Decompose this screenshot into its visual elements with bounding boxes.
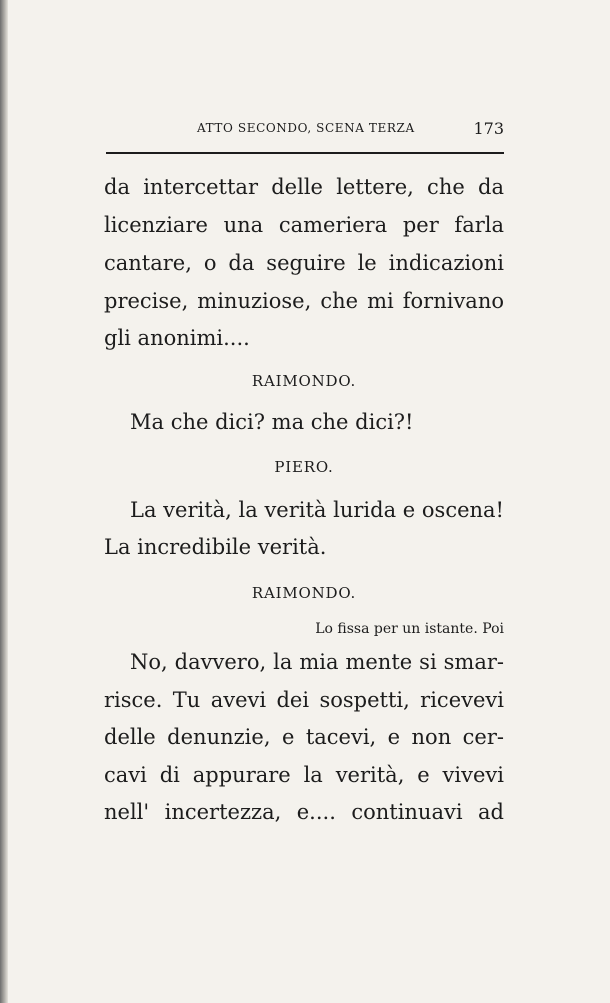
text-line: cavi di appurare la verità, e vivevi bbox=[104, 763, 504, 787]
text-line: licenziare una cameriera per farla bbox=[104, 213, 504, 237]
text-line: precise, minuziose, che mi fornivano bbox=[104, 289, 504, 313]
book-page bbox=[104, 0, 504, 1003]
speaker-name: RAIMONDO. bbox=[251, 584, 357, 602]
text-line: gli anonimi.... bbox=[104, 326, 250, 350]
dialogue-line: La verità, la verità lurida e oscena! bbox=[130, 498, 504, 522]
text-line: da intercettar delle lettere, che da bbox=[104, 175, 504, 199]
speaker-name: PIERO. bbox=[274, 458, 334, 476]
stage-direction: Lo fissa per un istante. Poi bbox=[315, 621, 504, 637]
dialogue-line: Ma che dici? ma che dici?! bbox=[130, 410, 414, 434]
speaker-name: RAIMONDO. bbox=[251, 372, 357, 390]
running-head bbox=[104, 121, 504, 143]
dialogue-line: La incredibile verità. bbox=[104, 535, 327, 559]
running-head-title: ATTO SECONDO, SCENA TERZA bbox=[197, 121, 415, 135]
text-line: delle denunzie, e tacevi, e non cer- bbox=[104, 725, 504, 749]
text-line: No, davvero, la mia mente si smar- bbox=[130, 650, 504, 674]
text-line: cantare, o da seguire le indicazioni bbox=[104, 251, 504, 275]
header-rule bbox=[106, 152, 504, 154]
page-edge-shadow bbox=[0, 0, 8, 1003]
text-line: nell' incertezza, e.... continuavi ad bbox=[104, 800, 504, 824]
text-line: risce. Tu avevi dei sospetti, ricevevi bbox=[104, 688, 504, 712]
page-number: 173 bbox=[473, 119, 504, 138]
